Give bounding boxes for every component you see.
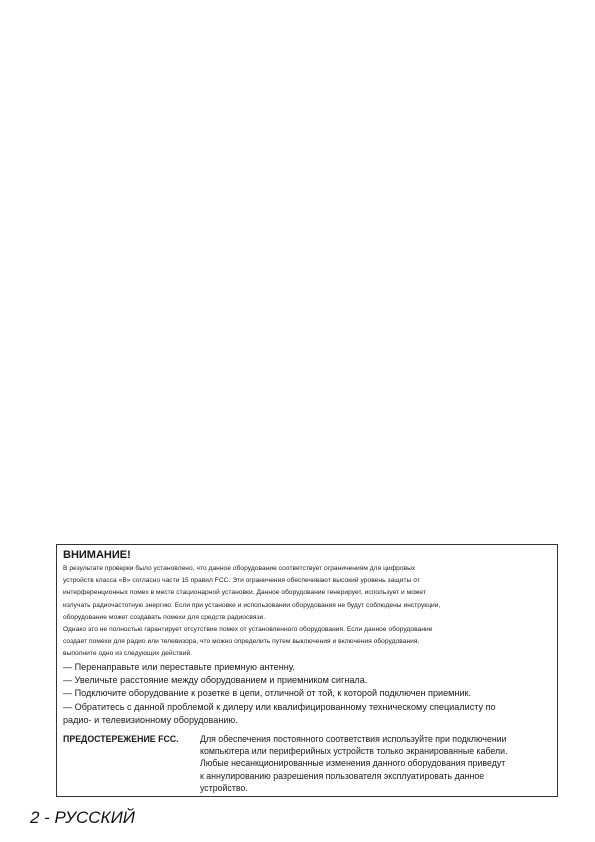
fcc-caution-line: к аннулированию разрешения пользователя эксплуатировать данное <box>200 770 485 781</box>
remedy-item: радио- и телевизионному оборудованию. <box>63 715 238 726</box>
page-number-label: 2 - РУССКИЙ <box>30 808 135 827</box>
remedy-item: — Обратитесь с данной проблемой к дилеру или квалифицированному техническому специалисту по <box>63 701 496 712</box>
warning-line: излучать радиочастотную энергию. Если при установке и использовании оборудования не будут соблюдены инструкции, <box>63 601 441 609</box>
fcc-caution-line: Для обеспечения постоянного соответствия используйте при подключении <box>200 733 507 744</box>
warning-heading: ВНИМАНИЕ! <box>63 549 131 561</box>
fcc-caution-text <box>200 733 551 794</box>
remedy-item: — Подключите оборудование к розетке в цепи, отличной от той, к которой подключен приемник. <box>63 688 472 699</box>
warning-line: оборудование может создавать помехи для средств радиосвязи. <box>63 613 266 621</box>
remedy-item: — Перенаправьте или переставьте приемную антенну. <box>63 661 295 672</box>
remedy-item: — Увеличьте расстояние между оборудованием и приемником сигнала. <box>63 675 368 686</box>
warning-paragraph-2 <box>63 624 551 661</box>
fcc-caution-label: ПРЕДОСТЕРЕЖЕНИЕ FCC. <box>63 733 179 744</box>
warning-paragraph-1 <box>63 563 551 624</box>
warning-line: Однако это не полностью гарантирует отсутствие помех от установленного оборудования. Если данное оборудование <box>63 626 433 634</box>
warning-line: выполните одно из следующих действий. <box>63 650 193 658</box>
warning-line: интерференционных помех в месте стационарной установки. Данное оборудование генерирует, использует и может <box>63 589 426 597</box>
remedy-list <box>63 661 551 728</box>
warning-line: В результате проверки было установлено, что данное оборудование соответствует ограничениям для цифровых <box>63 565 416 572</box>
fcc-caution-line: устройство. <box>200 782 248 793</box>
fcc-caution-line: компьютера или периферийных устройств только экранированные кабели. <box>200 745 508 756</box>
warning-line: устройств класса «B» согласно части 15 правил FCC. Эти ограничения обеспечивают высокий уровень защиты от <box>63 577 420 585</box>
fcc-warning-box <box>56 544 558 797</box>
warning-line: создает помехи для радио или телевизора, что можно определить путем выключения и включения оборудования, <box>63 638 420 646</box>
fcc-caution <box>63 733 551 794</box>
fcc-caution-line: Любые несанкционированные изменения данного оборудования приведут <box>200 758 506 769</box>
